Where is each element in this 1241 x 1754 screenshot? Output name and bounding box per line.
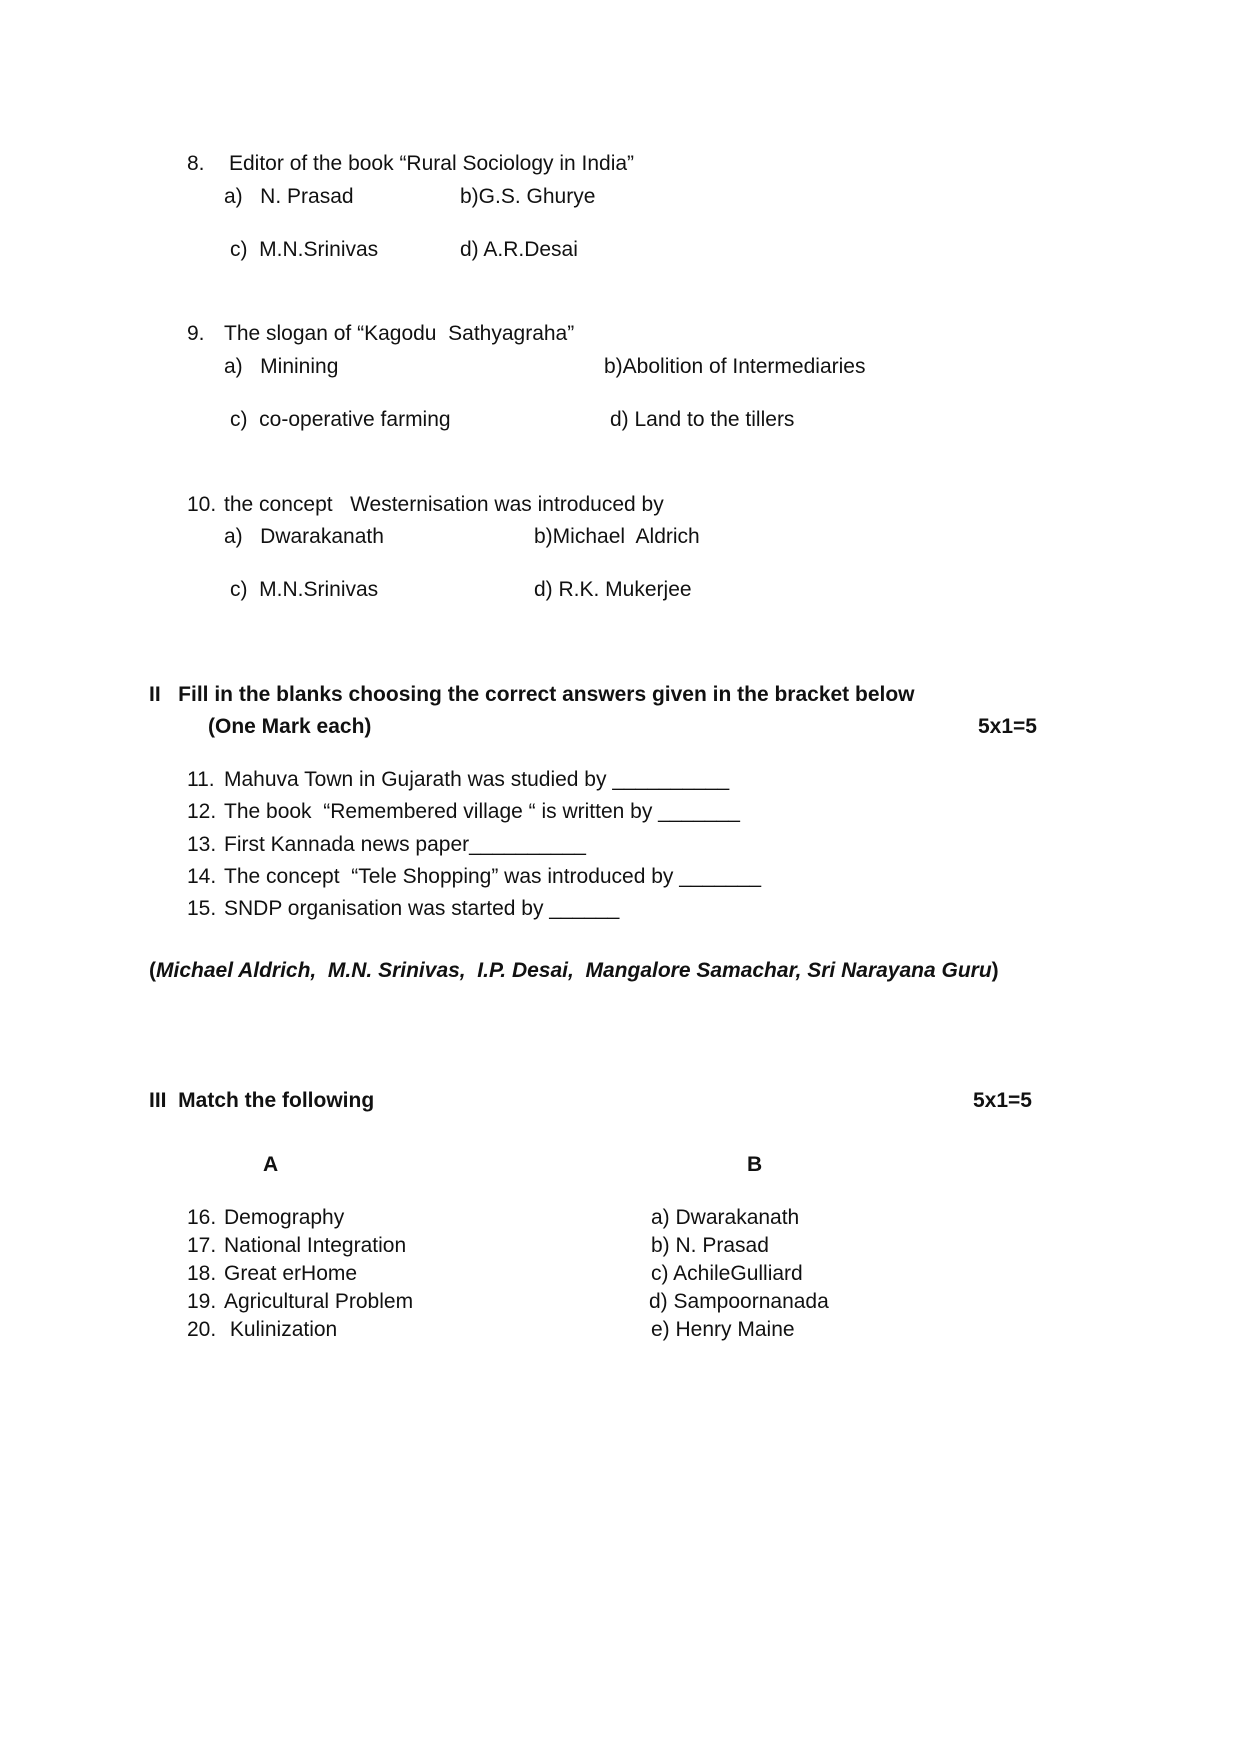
question-8-option-b: b)G.S. Ghurye bbox=[460, 185, 596, 208]
question-10-option-d: d) R.K. Mukerjee bbox=[534, 578, 692, 601]
question-8-option-c: c) M.N.Srinivas bbox=[230, 238, 379, 261]
question-15-number: 15. bbox=[187, 897, 217, 920]
question-12-number: 12. bbox=[187, 800, 217, 823]
section-2-subheading: (One Mark each) bbox=[208, 715, 372, 738]
question-10-number: 10. bbox=[187, 493, 217, 516]
match-option-b: b) N. Prasad bbox=[651, 1234, 769, 1257]
column-b-header: B bbox=[747, 1153, 763, 1176]
question-10-option-c: c) M.N.Srinivas bbox=[230, 578, 379, 601]
answer-options-close-paren: ) bbox=[991, 959, 999, 982]
match-option-e: e) Henry Maine bbox=[651, 1318, 795, 1341]
question-16-text: Demography bbox=[224, 1206, 345, 1229]
question-17-text: National Integration bbox=[224, 1234, 407, 1257]
question-14-text: The concept “Tele Shopping” was introduced by _______ bbox=[224, 865, 762, 888]
question-17-number: 17. bbox=[187, 1234, 217, 1257]
question-8-option-d: d) A.R.Desai bbox=[460, 238, 578, 261]
question-14-number: 14. bbox=[187, 865, 217, 888]
column-a-header: A bbox=[263, 1153, 279, 1176]
question-9-option-b: b)Abolition of Intermediaries bbox=[604, 355, 866, 378]
question-9-option-a: a) Minining bbox=[224, 355, 339, 378]
question-9-option-c: c) co-operative farming bbox=[230, 408, 451, 431]
question-13-number: 13. bbox=[187, 833, 217, 856]
question-8-text: Editor of the book “Rural Sociology in India” bbox=[229, 152, 635, 175]
question-11-number: 11. bbox=[187, 768, 215, 791]
question-19-number: 19. bbox=[187, 1290, 217, 1313]
answer-options bbox=[149, 958, 999, 984]
question-12-text: The book “Remembered village “ is written by _______ bbox=[224, 800, 740, 823]
section-3-heading: III Match the following bbox=[149, 1089, 375, 1112]
answer-options-list: Michael Aldrich, M.N. Srinivas, I.P. Desai, Mangalore Samachar, Sri Narayana Guru bbox=[156, 959, 992, 982]
question-10-option-b: b)Michael Aldrich bbox=[534, 525, 700, 548]
question-13-text: First Kannada news paper__________ bbox=[224, 833, 586, 856]
answer-options-open-paren: ( bbox=[149, 959, 156, 982]
section-2-marks: 5x1=5 bbox=[978, 715, 1037, 738]
question-9-text: The slogan of “Kagodu Sathyagraha” bbox=[224, 322, 575, 345]
question-20-number: 20. bbox=[187, 1318, 217, 1341]
question-18-number: 18. bbox=[187, 1262, 217, 1285]
question-15-text: SNDP organisation was started by ______ bbox=[224, 897, 620, 920]
question-16-number: 16. bbox=[187, 1206, 217, 1229]
section-2-heading: II Fill in the blanks choosing the correct answers given in the bracket below bbox=[149, 683, 915, 706]
question-20-text: Kulinization bbox=[224, 1318, 338, 1341]
question-19-text: Agricultural Problem bbox=[224, 1290, 414, 1313]
question-9-option-d: d) Land to the tillers bbox=[610, 408, 795, 431]
question-10-text: the concept Westernisation was introduced by bbox=[224, 493, 664, 516]
question-9-number: 9. bbox=[187, 322, 205, 345]
match-option-c: c) AchileGulliard bbox=[651, 1262, 803, 1285]
question-11-text: Mahuva Town in Gujarath was studied by __________ bbox=[224, 768, 730, 791]
question-18-text: Great erHome bbox=[224, 1262, 358, 1285]
question-8-number: 8. bbox=[187, 152, 205, 175]
question-8-option-a: a) N. Prasad bbox=[224, 185, 354, 208]
match-option-d: d) Sampoornanada bbox=[649, 1290, 829, 1313]
question-10-option-a: a) Dwarakanath bbox=[224, 525, 384, 548]
section-3-marks: 5x1=5 bbox=[973, 1089, 1032, 1112]
match-option-a: a) Dwarakanath bbox=[651, 1206, 800, 1229]
